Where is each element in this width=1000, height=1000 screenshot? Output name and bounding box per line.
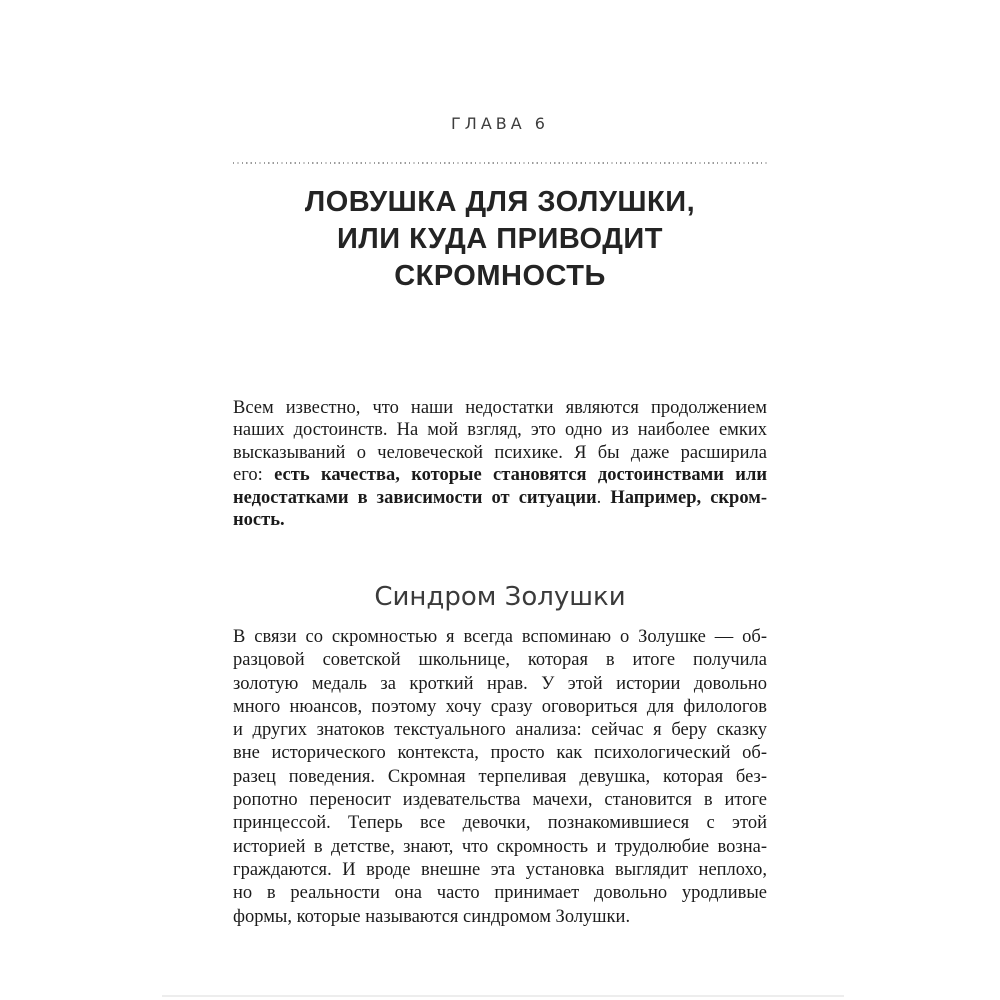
text-line: высказываний о человеческой психике. Я бы даже расширила — [233, 442, 767, 463]
intro-paragraph — [233, 397, 767, 531]
text-line: ность. — [233, 509, 285, 530]
text-line: ропотно переносит издевательства мачехи, становится в итоге — [233, 790, 767, 811]
page-bottom-edge — [162, 995, 844, 997]
text-line: В связи со скромностью я всегда вспоминаю о Золушке — об- — [233, 627, 767, 647]
text-line: но в реальности она часто принимает довольно уродливые — [233, 883, 767, 904]
chapter-title — [233, 184, 767, 295]
text-line: формы, которые называются синдромом Золушки. — [233, 906, 631, 927]
text-line: много нюансов, поэтому хочу сразу оговориться для филологов — [233, 696, 767, 717]
text-line: принцессой. Теперь все девочки, познакомившиеся с этой — [233, 813, 767, 834]
chapter-label: ГЛАВА 6 — [451, 114, 549, 133]
text-line: Всем известно, что наши недостатки являются продолжением — [233, 398, 767, 418]
text-line: историей в детстве, знают, что скромность и трудолюбие возна- — [233, 836, 767, 857]
text-line: разцовой советской школьнице, которая в итоге получила — [233, 650, 767, 671]
text-line: вне исторического контекста, просто как психологический об- — [233, 743, 767, 764]
text-line: его: есть качества, которые становятся достоинствами или — [233, 465, 767, 486]
text-line: СКРОМНОСТЬ — [394, 260, 606, 292]
text-line: недостатками в зависимости от ситуации. Например, скром- — [233, 487, 767, 508]
text-line: граждаются. И вроде внешне эта установка выглядит неплохо, — [233, 859, 767, 880]
text-line: и других знатоков текстуального анализа: сейчас я беру сказку — [233, 720, 767, 741]
text-line: ЛОВУШКА ДЛЯ ЗОЛУШКИ, — [304, 186, 696, 218]
text-line: ИЛИ КУДА ПРИВОДИТ — [337, 223, 663, 255]
body-paragraph — [233, 626, 767, 929]
text-line: разец поведения. Скромная терпеливая девушка, которая без- — [233, 766, 767, 787]
section-heading: Синдром Золушки — [374, 582, 626, 612]
text-line: золотую медаль за кроткий нрав. У этой истории довольно — [233, 673, 767, 694]
dotted-divider — [233, 162, 767, 164]
text-line: наших достоинств. На мой взгляд, это одно из наиболее емких — [233, 420, 767, 441]
